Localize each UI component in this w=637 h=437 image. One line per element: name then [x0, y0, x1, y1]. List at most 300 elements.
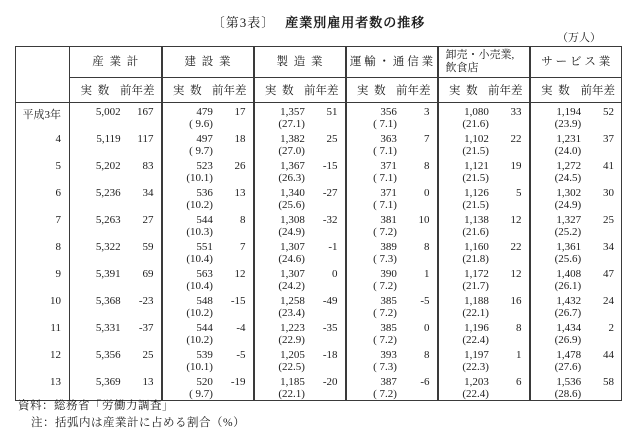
share-percent	[70, 172, 121, 184]
actual-value: 371	[380, 160, 397, 172]
actual-value-block	[439, 268, 489, 292]
share-percent: ( 7.2)	[373, 226, 397, 238]
subheader-diff-label: 前年差	[488, 85, 523, 97]
actual-value-block	[255, 376, 305, 400]
actual-value-block	[163, 187, 213, 211]
share-percent: (10.2)	[186, 307, 213, 319]
share-percent	[70, 361, 121, 373]
actual-value-block	[255, 322, 305, 346]
actual-value: 1,357	[280, 106, 305, 118]
actual-value: 1,205	[280, 349, 305, 361]
cell-wrap	[347, 106, 437, 130]
data-cell	[70, 319, 162, 346]
actual-value: 5,119	[96, 133, 121, 145]
actual-value-block	[439, 133, 489, 157]
actual-value: 1,197	[464, 349, 489, 361]
data-cell	[438, 319, 530, 346]
actual-value: 1,308	[280, 214, 305, 226]
year-over-year-diff: 18	[234, 133, 246, 145]
actual-value-block	[439, 241, 489, 265]
actual-value: 1,408	[556, 268, 582, 280]
cell-wrap	[531, 322, 622, 346]
header-row-subheaders	[16, 78, 622, 103]
actual-value-block	[531, 133, 582, 157]
year-over-year-diff: 22	[510, 241, 522, 253]
year-over-year-diff: 8	[239, 214, 246, 226]
bracket-note: 注：括弧内は産業計に占める割合（%）	[31, 417, 246, 429]
unit-label: （万人）	[557, 32, 601, 44]
actual-value: 363	[380, 133, 397, 145]
actual-value-block	[70, 349, 121, 373]
share-percent: (10.1)	[186, 172, 213, 184]
cell-wrap	[531, 160, 622, 184]
share-percent: (25.6)	[554, 253, 582, 265]
table-header	[16, 47, 622, 103]
actual-value-block	[439, 295, 489, 319]
share-percent: (23.4)	[278, 307, 305, 319]
cell-wrap	[70, 160, 161, 184]
year-over-year-diff: -15	[322, 160, 338, 172]
actual-value: 5,322	[95, 241, 121, 253]
column-header-4	[438, 47, 530, 78]
share-percent: (10.3)	[186, 226, 213, 238]
table-row	[16, 346, 622, 373]
year-over-year-diff: 8	[423, 241, 430, 253]
actual-value: 5,331	[95, 322, 121, 334]
share-percent: ( 9.7)	[189, 388, 213, 400]
actual-value-block	[255, 187, 305, 211]
year-over-year-diff: 0	[423, 322, 430, 334]
actual-value: 523	[196, 160, 213, 172]
cell-wrap	[163, 268, 253, 292]
actual-value-block	[255, 106, 305, 130]
year-over-year-diff: 8	[515, 322, 522, 334]
table-row	[16, 292, 622, 319]
year-over-year-diff: 167	[136, 106, 154, 118]
actual-value-block	[531, 268, 582, 292]
cell-wrap	[531, 241, 622, 265]
cell-wrap	[163, 349, 253, 373]
data-cell	[438, 211, 530, 238]
data-cell	[346, 103, 438, 131]
actual-value: 1,307	[280, 241, 305, 253]
actual-value: 389	[380, 241, 397, 253]
share-percent: (27.1)	[278, 118, 305, 130]
actual-value-block	[347, 295, 397, 319]
year-over-year-diff: -1	[328, 241, 338, 253]
year-over-year-diff: 25	[326, 133, 338, 145]
cell-wrap	[347, 160, 437, 184]
year-over-year-diff: 69	[142, 268, 154, 280]
actual-value: 548	[196, 295, 213, 307]
year-over-year-diff: 12	[234, 268, 246, 280]
cell-wrap	[163, 214, 253, 238]
year-over-year-diff: 12	[510, 214, 522, 226]
actual-value: 1,185	[280, 376, 305, 388]
year-over-year-diff: 44	[602, 349, 614, 361]
year-over-year-diff: 19	[510, 160, 522, 172]
column-header-label: 卸売・小売業,	[445, 49, 515, 61]
actual-value: 544	[196, 322, 213, 334]
actual-value-block	[347, 133, 397, 157]
actual-value-block	[347, 268, 397, 292]
share-percent: ( 7.1)	[373, 199, 397, 211]
cell-wrap	[531, 376, 622, 400]
year-over-year-diff: -35	[322, 322, 338, 334]
actual-value: 1,102	[464, 133, 489, 145]
actual-value-block	[531, 214, 582, 238]
year-over-year-diff: 41	[602, 160, 614, 172]
share-percent: (10.2)	[186, 199, 213, 211]
data-cell	[70, 211, 162, 238]
actual-value: 5,391	[95, 268, 121, 280]
data-cell	[346, 319, 438, 346]
data-cell	[254, 130, 346, 157]
actual-value-block	[70, 160, 121, 184]
cell-wrap	[255, 268, 345, 292]
actual-value-block	[70, 295, 121, 319]
actual-value-block	[347, 376, 397, 400]
header-row-groups	[16, 47, 622, 78]
actual-value: 356	[380, 106, 397, 118]
share-percent: (21.7)	[462, 280, 489, 292]
data-cell	[346, 211, 438, 238]
year-over-year-diff: 13	[234, 187, 246, 199]
year-cell: 9	[16, 265, 70, 292]
actual-value: 371	[380, 187, 397, 199]
actual-value-block	[439, 106, 489, 130]
cell-wrap	[255, 214, 345, 238]
actual-value-block	[347, 187, 397, 211]
data-cell	[346, 265, 438, 292]
actual-value: 1,478	[556, 349, 582, 361]
share-percent: (24.2)	[278, 280, 305, 292]
cell-wrap	[70, 241, 161, 265]
actual-value: 1,258	[280, 295, 305, 307]
year-over-year-diff: 26	[234, 160, 246, 172]
subheader-actual-label: 実 数	[172, 85, 202, 97]
year-over-year-diff: 10	[418, 214, 430, 226]
table-row	[16, 238, 622, 265]
share-percent	[70, 199, 121, 211]
actual-value-block	[70, 133, 121, 157]
cell-wrap	[70, 187, 161, 211]
cell-wrap	[531, 187, 622, 211]
table-row	[16, 265, 622, 292]
subheader-3	[346, 78, 438, 103]
share-percent: ( 7.2)	[373, 280, 397, 292]
actual-value: 5,236	[95, 187, 121, 199]
share-percent: (24.5)	[554, 172, 582, 184]
actual-value-block	[347, 349, 397, 373]
subheader-0	[70, 78, 162, 103]
cell-wrap	[255, 376, 345, 400]
share-percent	[70, 334, 121, 346]
actual-value-block	[163, 295, 213, 319]
year-over-year-diff: 7	[423, 133, 430, 145]
actual-value: 1,361	[556, 241, 582, 253]
share-percent: ( 7.2)	[373, 334, 397, 346]
data-cell	[346, 130, 438, 157]
cell-wrap	[70, 133, 161, 157]
share-percent	[70, 280, 121, 292]
subheader-wrap	[163, 82, 253, 98]
data-cell	[254, 238, 346, 265]
subheader-diff-label: 前年差	[119, 85, 155, 97]
year-over-year-diff: -32	[322, 214, 338, 226]
year-cell: 平成3年	[16, 103, 70, 131]
share-percent: (21.5)	[462, 145, 489, 157]
year-over-year-diff: 58	[602, 376, 614, 388]
share-percent: (24.0)	[554, 145, 582, 157]
data-cell	[254, 211, 346, 238]
year-cell: 11	[16, 319, 70, 346]
actual-value-block	[70, 214, 121, 238]
cell-wrap	[439, 187, 529, 211]
actual-value: 1,231	[556, 133, 582, 145]
year-over-year-diff: 1	[423, 268, 430, 280]
actual-value: 1,160	[464, 241, 489, 253]
actual-value-block	[531, 349, 582, 373]
cell-wrap	[439, 376, 529, 400]
cell-wrap	[439, 349, 529, 373]
year-over-year-diff: 3	[423, 106, 430, 118]
data-cell	[530, 130, 622, 157]
share-percent	[70, 253, 121, 265]
share-percent: ( 7.1)	[373, 145, 397, 157]
actual-value-block	[439, 160, 489, 184]
actual-value-block	[531, 376, 582, 400]
cell-wrap	[163, 241, 253, 265]
subheader-2	[254, 78, 346, 103]
data-cell	[162, 346, 254, 373]
year-cell: 5	[16, 157, 70, 184]
year-over-year-diff: 8	[423, 160, 430, 172]
year-over-year-diff: 34	[602, 241, 614, 253]
year-over-year-diff: -5	[236, 349, 246, 361]
data-cell	[70, 157, 162, 184]
column-header-label: 産 業 計	[92, 55, 139, 68]
cell-wrap	[255, 295, 345, 319]
cell-wrap	[347, 268, 437, 292]
year-over-year-diff: 52	[602, 106, 614, 118]
actual-value-block	[531, 241, 582, 265]
data-cell	[254, 292, 346, 319]
year-over-year-diff: 1	[515, 349, 522, 361]
table-row	[16, 103, 622, 131]
actual-value-block	[347, 322, 397, 346]
year-cell: 13	[16, 373, 70, 401]
actual-value: 1,382	[280, 133, 305, 145]
data-cell	[530, 157, 622, 184]
year-over-year-diff: 59	[142, 241, 154, 253]
data-cell	[530, 319, 622, 346]
cell-wrap	[163, 187, 253, 211]
data-cell	[162, 211, 254, 238]
cell-wrap	[163, 322, 253, 346]
actual-value-block	[439, 214, 489, 238]
data-cell	[162, 103, 254, 131]
actual-value-block	[255, 268, 305, 292]
share-percent: (21.5)	[462, 172, 489, 184]
share-percent: (26.7)	[554, 307, 582, 319]
actual-value: 497	[196, 133, 213, 145]
column-header-label: サ ー ビ ス 業	[541, 55, 611, 68]
cell-wrap	[531, 268, 622, 292]
data-cell	[162, 319, 254, 346]
year-over-year-diff: 27	[142, 214, 154, 226]
year-over-year-diff: 37	[602, 133, 614, 145]
year-over-year-diff: -5	[420, 295, 430, 307]
data-cell	[70, 103, 162, 131]
share-percent: ( 7.1)	[373, 172, 397, 184]
share-percent: ( 7.3)	[373, 253, 397, 265]
share-percent: ( 9.7)	[189, 145, 213, 157]
cell-wrap	[163, 295, 253, 319]
column-header-label-line2: 飲食店	[445, 62, 479, 74]
subheader-diff-label: 前年差	[212, 85, 247, 97]
year-over-year-diff: 22	[510, 133, 522, 145]
data-cell	[254, 265, 346, 292]
year-over-year-diff: 0	[331, 268, 338, 280]
source-note: 資料：総務省「労働力調査」	[18, 400, 174, 412]
share-percent: (22.5)	[278, 361, 305, 373]
actual-value-block	[163, 214, 213, 238]
year-over-year-diff: -4	[236, 322, 246, 334]
data-cell	[70, 292, 162, 319]
cell-wrap	[439, 295, 529, 319]
data-cell	[438, 346, 530, 373]
actual-value-block	[255, 295, 305, 319]
subheader-diff-label: 前年差	[304, 85, 339, 97]
actual-value: 387	[380, 376, 397, 388]
year-cell: 4	[16, 130, 70, 157]
cell-wrap	[439, 241, 529, 265]
subheader-actual-label: 実 数	[264, 85, 294, 97]
year-cell: 7	[16, 211, 70, 238]
share-percent	[70, 307, 121, 319]
actual-value-block	[255, 160, 305, 184]
year-over-year-diff: 51	[326, 106, 338, 118]
column-header-label: 製 造 業	[276, 55, 323, 68]
actual-value: 1,223	[280, 322, 305, 334]
data-cell	[70, 130, 162, 157]
actual-value: 563	[196, 268, 213, 280]
cell-wrap	[347, 295, 437, 319]
actual-value: 1,121	[464, 160, 489, 172]
data-cell	[70, 265, 162, 292]
actual-value: 385	[380, 322, 397, 334]
year-over-year-diff: 5	[515, 187, 522, 199]
subheader-wrap	[255, 82, 345, 98]
data-cell	[438, 292, 530, 319]
actual-value: 5,356	[95, 349, 121, 361]
data-cell	[530, 346, 622, 373]
share-percent	[70, 226, 121, 238]
year-over-year-diff: -15	[230, 295, 246, 307]
share-percent: ( 7.1)	[373, 118, 397, 130]
subheader-actual-label: 実 数	[448, 85, 478, 97]
year-over-year-diff: 0	[423, 187, 430, 199]
cell-wrap	[163, 106, 253, 130]
data-cell	[530, 238, 622, 265]
actual-value-block	[531, 295, 582, 319]
actual-value: 5,202	[95, 160, 121, 172]
share-percent: (21.6)	[462, 118, 489, 130]
column-header-label: 建 設 業	[184, 55, 231, 68]
share-percent: ( 7.2)	[373, 307, 397, 319]
year-over-year-diff: 17	[234, 106, 246, 118]
actual-value: 1,302	[556, 187, 582, 199]
cell-wrap	[70, 322, 161, 346]
cell-wrap	[347, 214, 437, 238]
table-row	[16, 184, 622, 211]
actual-value: 1,194	[556, 106, 582, 118]
share-percent: ( 7.3)	[373, 361, 397, 373]
share-percent: (10.4)	[186, 280, 213, 292]
share-percent: (26.9)	[554, 334, 582, 346]
cell-wrap	[531, 295, 622, 319]
column-header-label: 運 輸 ・ 通 信 業	[349, 55, 434, 68]
cell-wrap	[439, 133, 529, 157]
actual-value-block	[70, 241, 121, 265]
table-number-label: 〔第3表〕	[211, 15, 276, 30]
column-header-3	[346, 47, 438, 78]
year-over-year-diff: 25	[142, 349, 154, 361]
data-cell	[162, 373, 254, 401]
actual-value-block	[255, 214, 305, 238]
subheader-wrap	[70, 82, 161, 98]
cell-wrap	[439, 322, 529, 346]
actual-value: 1,340	[280, 187, 305, 199]
actual-value-block	[531, 322, 582, 346]
share-percent	[70, 145, 121, 157]
share-percent: ( 7.2)	[373, 388, 397, 400]
year-over-year-diff: 7	[239, 241, 246, 253]
cell-wrap	[439, 268, 529, 292]
actual-value: 1,272	[556, 160, 582, 172]
year-over-year-diff: -27	[322, 187, 338, 199]
cell-wrap	[531, 106, 622, 130]
actual-value: 5,369	[95, 376, 121, 388]
cell-wrap	[255, 241, 345, 265]
share-percent: ( 9.6)	[189, 118, 213, 130]
table-row	[16, 319, 622, 346]
actual-value: 1,367	[280, 160, 305, 172]
actual-value: 1,432	[556, 295, 582, 307]
actual-value-block	[255, 133, 305, 157]
year-over-year-diff: -19	[230, 376, 246, 388]
column-header-5	[530, 47, 622, 78]
actual-value: 539	[196, 349, 213, 361]
actual-value-block	[347, 160, 397, 184]
data-cell	[254, 319, 346, 346]
data-cell	[162, 130, 254, 157]
year-over-year-diff: -23	[138, 295, 154, 307]
actual-value-block	[70, 268, 121, 292]
column-header-2	[254, 47, 346, 78]
actual-value-block	[70, 106, 121, 130]
actual-value: 390	[380, 268, 397, 280]
column-header-1	[162, 47, 254, 78]
year-over-year-diff: -49	[322, 295, 338, 307]
year-cell: 6	[16, 184, 70, 211]
data-cell	[70, 346, 162, 373]
share-percent: (26.1)	[554, 280, 582, 292]
share-percent: (22.1)	[462, 307, 489, 319]
data-cell	[162, 238, 254, 265]
actual-value: 1,307	[280, 268, 305, 280]
